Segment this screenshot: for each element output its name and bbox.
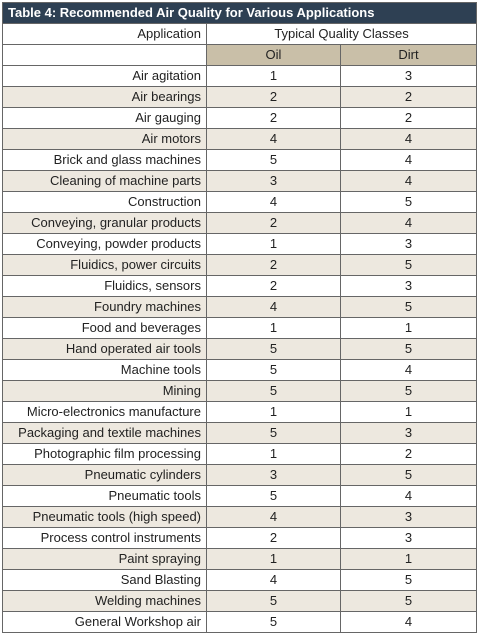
application-cell: Micro-electronics manufacture <box>3 402 207 423</box>
table-row <box>3 612 477 633</box>
oil-cell: 1 <box>207 234 341 255</box>
application-cell: Fluidics, sensors <box>3 276 207 297</box>
dirt-cell: 3 <box>341 276 477 297</box>
dirt-cell: 2 <box>341 87 477 108</box>
application-cell: Packaging and textile machines <box>3 423 207 444</box>
table-row <box>3 192 477 213</box>
application-cell: Air agitation <box>3 66 207 87</box>
application-cell: Pneumatic cylinders <box>3 465 207 486</box>
table-row <box>3 360 477 381</box>
application-cell: Photographic film processing <box>3 444 207 465</box>
oil-cell: 2 <box>207 528 341 549</box>
application-cell: Food and beverages <box>3 318 207 339</box>
table-row <box>3 444 477 465</box>
table-row <box>3 234 477 255</box>
dirt-cell: 4 <box>341 486 477 507</box>
oil-cell: 5 <box>207 339 341 360</box>
dirt-cell: 4 <box>341 171 477 192</box>
application-cell: Process control instruments <box>3 528 207 549</box>
application-header: Application <box>3 24 207 45</box>
dirt-cell: 3 <box>341 507 477 528</box>
table-row <box>3 87 477 108</box>
table-row <box>3 381 477 402</box>
oil-cell: 5 <box>207 486 341 507</box>
dirt-cell: 4 <box>341 150 477 171</box>
quality-classes-header: Typical Quality Classes <box>207 24 477 45</box>
application-cell: Foundry machines <box>3 297 207 318</box>
application-cell: Hand operated air tools <box>3 339 207 360</box>
dirt-cell: 1 <box>341 549 477 570</box>
oil-header: Oil <box>207 45 341 66</box>
table-row <box>3 570 477 591</box>
oil-cell: 4 <box>207 507 341 528</box>
table-row <box>3 528 477 549</box>
dirt-cell: 5 <box>341 255 477 276</box>
oil-cell: 5 <box>207 360 341 381</box>
oil-cell: 2 <box>207 87 341 108</box>
dirt-cell: 1 <box>341 402 477 423</box>
oil-cell: 5 <box>207 612 341 633</box>
dirt-cell: 5 <box>341 339 477 360</box>
subheader-blank <box>3 45 207 66</box>
header-row <box>3 24 477 45</box>
table-row <box>3 318 477 339</box>
oil-cell: 5 <box>207 591 341 612</box>
oil-cell: 4 <box>207 297 341 318</box>
dirt-cell: 5 <box>341 591 477 612</box>
application-cell: Air gauging <box>3 108 207 129</box>
oil-cell: 5 <box>207 423 341 444</box>
title-row <box>3 3 477 24</box>
oil-cell: 1 <box>207 318 341 339</box>
oil-cell: 2 <box>207 213 341 234</box>
table-row <box>3 465 477 486</box>
application-cell: Conveying, powder products <box>3 234 207 255</box>
dirt-cell: 5 <box>341 297 477 318</box>
air-quality-table <box>2 2 477 633</box>
table-row <box>3 108 477 129</box>
table-row <box>3 66 477 87</box>
table-row <box>3 486 477 507</box>
air-quality-table-container <box>2 2 476 633</box>
oil-cell: 2 <box>207 276 341 297</box>
dirt-cell: 1 <box>341 318 477 339</box>
oil-cell: 5 <box>207 381 341 402</box>
table-row <box>3 297 477 318</box>
dirt-cell: 4 <box>341 129 477 150</box>
table-row <box>3 507 477 528</box>
oil-cell: 2 <box>207 108 341 129</box>
application-cell: Welding machines <box>3 591 207 612</box>
oil-cell: 1 <box>207 402 341 423</box>
application-cell: Pneumatic tools <box>3 486 207 507</box>
application-cell: Cleaning of machine parts <box>3 171 207 192</box>
application-cell: Sand Blasting <box>3 570 207 591</box>
application-cell: Mining <box>3 381 207 402</box>
dirt-cell: 3 <box>341 528 477 549</box>
table-title: Table 4: Recommended Air Quality for Various Applications <box>3 3 477 24</box>
oil-cell: 5 <box>207 150 341 171</box>
application-cell: Conveying, granular products <box>3 213 207 234</box>
table-row <box>3 129 477 150</box>
table-row <box>3 549 477 570</box>
oil-cell: 1 <box>207 66 341 87</box>
dirt-cell: 4 <box>341 612 477 633</box>
table-row <box>3 339 477 360</box>
dirt-header: Dirt <box>341 45 477 66</box>
dirt-cell: 3 <box>341 423 477 444</box>
subheader-row <box>3 45 477 66</box>
oil-cell: 3 <box>207 465 341 486</box>
dirt-cell: 5 <box>341 381 477 402</box>
table-row <box>3 402 477 423</box>
oil-cell: 4 <box>207 192 341 213</box>
dirt-cell: 3 <box>341 66 477 87</box>
table-row <box>3 276 477 297</box>
dirt-cell: 5 <box>341 192 477 213</box>
table-body <box>3 66 477 633</box>
dirt-cell: 4 <box>341 213 477 234</box>
oil-cell: 1 <box>207 549 341 570</box>
dirt-cell: 4 <box>341 360 477 381</box>
oil-cell: 4 <box>207 129 341 150</box>
dirt-cell: 5 <box>341 465 477 486</box>
dirt-cell: 5 <box>341 570 477 591</box>
table-row <box>3 171 477 192</box>
table-row <box>3 591 477 612</box>
table-row <box>3 213 477 234</box>
application-cell: Construction <box>3 192 207 213</box>
application-cell: Pneumatic tools (high speed) <box>3 507 207 528</box>
dirt-cell: 3 <box>341 234 477 255</box>
application-cell: Air motors <box>3 129 207 150</box>
application-cell: Air bearings <box>3 87 207 108</box>
oil-cell: 3 <box>207 171 341 192</box>
application-cell: Brick and glass machines <box>3 150 207 171</box>
table-row <box>3 423 477 444</box>
oil-cell: 1 <box>207 444 341 465</box>
application-cell: General Workshop air <box>3 612 207 633</box>
application-cell: Fluidics, power circuits <box>3 255 207 276</box>
table-row <box>3 255 477 276</box>
application-cell: Paint spraying <box>3 549 207 570</box>
dirt-cell: 2 <box>341 444 477 465</box>
oil-cell: 2 <box>207 255 341 276</box>
oil-cell: 4 <box>207 570 341 591</box>
application-cell: Machine tools <box>3 360 207 381</box>
dirt-cell: 2 <box>341 108 477 129</box>
table-row <box>3 150 477 171</box>
